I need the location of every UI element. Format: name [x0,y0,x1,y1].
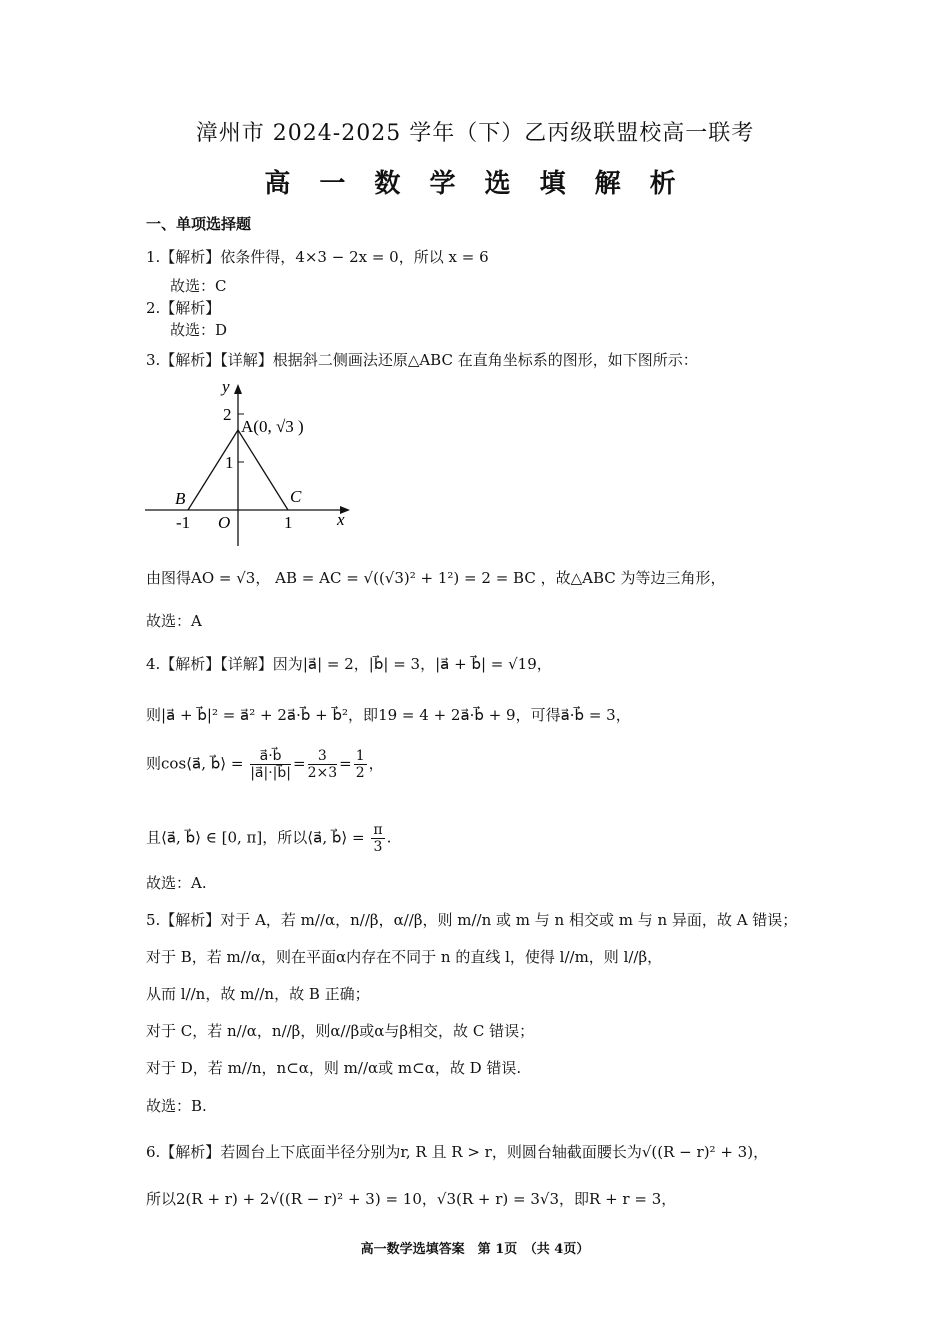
x-axis-label: x [337,510,345,529]
q4-norm-sum: |a⃗ + b⃗| = √19 [435,655,537,673]
document-title: 漳州市 2024-2025 学年（下）乙丙级联盟校高一联考 [195,121,755,146]
q4-angle-range: ⟨a⃗, b⃗⟩ ∈ [0, π] [161,828,263,847]
q6-height-eq: √3(R + r) = 3√3 [436,1190,560,1208]
point-a-label: A(0, √3 ) [241,417,304,436]
q4-line-3: 则cos⟨a⃗, b⃗⟩ = $\frac{a⃗\cdot b⃗}{|a⃗|\cdot|b⃗|}$ = $\frac{3}{2\times 3}$ = $\frac{1}{2}$ ， [146,748,384,781]
q3-line: 3.【解析】【详解】根据斜二侧画法还原△ABC 在直角坐标系的图形，如下图所示： [146,351,698,369]
page-footer: 高一数学选填答案 第 1页 （共 4页） [360,1242,590,1257]
q4-line-1: 4.【解析】【详解】因为|a⃗| = 2，|b⃗| = 3，|a⃗ + b⃗| = √19， [146,655,552,673]
q6-radii: r, R [400,1143,427,1161]
q4-expand: |a⃗ + b⃗|² = a⃗² + 2a⃗·b⃗ + b⃗² [161,706,349,724]
q1-result: x = 6 [448,248,489,266]
q6-perimeter-eq: 2(R + r) + 2√((R − r)² + 3) = 10 [176,1190,422,1208]
tick-y-2: 2 [223,405,232,424]
q4-fraction-2: $\frac{3}{2\times 3}$ [307,748,338,781]
q4-substitute: 19 = 4 + 2a⃗·b⃗ + 9 [378,706,516,724]
q4-norm-a: |a⃗| = 2 [302,655,354,673]
point-c-label: C [290,487,302,506]
q6-sum-result: R + r = 3 [589,1190,662,1208]
q5-line-3: 从而 l//n，故 m//n，故 B 正确； [146,985,370,1003]
section-heading: 一、单项选择题 [146,215,252,233]
triangle-figure [140,376,360,552]
q6-slant: √((R − r)² + 3) [641,1143,754,1161]
q6-line-1: 6.【解析】若圆台上下底面半径分别为r, R 且 R > r，则圆台轴截面腰长为√((R − r)² + 3)， [146,1143,769,1161]
q5-line-1: 5.【解析】对于 A，若 m//α，n//β，α//β，则 m//n 或 m 与 n 相交或 m 与 n 异面，故 A 错误； [146,911,798,929]
q4-cos: cos⟨a⃗, b⃗⟩ = [161,754,244,773]
q4-line-2: 则|a⃗ + b⃗|² = a⃗² + 2a⃗·b⃗ + b⃗²，即19 = 4 + 2a⃗·b⃗ + 9，可得a⃗·b⃗ = 3， [146,706,631,724]
q5-line-2: 对于 B，若 m//α，则在平面α内存在不同于 n 的直线 l，使得 l//m，则 l//β， [146,948,663,966]
tick-x-1: 1 [284,513,293,532]
point-b-label: B [175,489,186,508]
q5-choice: 故选：B. [146,1097,207,1115]
q4-fraction-1: $\frac{a⃗\cdot b⃗}{|a⃗|\cdot|b⃗|}$ [250,748,292,781]
q2-line: 2.【解析】 [146,299,221,317]
q6-inequality: R > r [451,1143,492,1161]
q4-line-4: 且⟨a⃗, b⃗⟩ ∈ [0, π]，所以⟨a⃗, b⃗⟩ = $\frac{\pi}{3}$ . [146,822,392,855]
q5-line-5: 对于 D，若 m//n，n⊂α，则 m//α或 m⊂α，故 D 错误. [146,1059,522,1077]
q4-dot-product: a⃗·b⃗ = 3 [560,706,616,724]
y-axis-label: y [222,377,230,396]
q3-choice: 故选：A [146,612,202,630]
q1-equation: 4×3 − 2x = 0 [295,248,399,266]
q3-eq-ab: AB = AC = √((√3)² + 1²) = 2 = BC [275,569,536,587]
q2-choice: 故选：D [170,321,228,339]
q1-choice: 故选：C [170,277,227,295]
q4-angle: ⟨a⃗, b⃗⟩ = [307,828,365,847]
q3-conclusion: 由图得AO = √3， AB = AC = √((√3)² + 1²) = 2 = BC ，故△ABC 为等边三角形， [146,569,726,587]
q4-choice: 故选：A. [146,874,207,892]
q1-line: 1.【解析】依条件得，4×3 − 2x = 0，所以 x = 6 [146,248,489,266]
q4-norm-b: |b⃗| = 3 [368,655,421,673]
document-subtitle: 高 一 数 学 选 填 解 析 [264,169,686,199]
q6-line-2: 所以2(R + r) + 2√((R − r)² + 3) = 10，√3(R + r) = 3√3，即R + r = 3， [146,1190,677,1208]
q5-line-4: 对于 C，若 n//α，n//β，则α//β或α与β相交，故 C 错误； [146,1022,535,1040]
q4-fraction-pi: $\frac{\pi}{3}$ [373,822,383,855]
tick-x-neg1: -1 [176,513,191,532]
q4-fraction-3: $\frac{1}{2}$ [355,748,365,781]
q3-eq-ao: AO = √3 [191,569,256,587]
origin-label: O [218,513,231,532]
tick-y-1: 1 [225,453,234,472]
